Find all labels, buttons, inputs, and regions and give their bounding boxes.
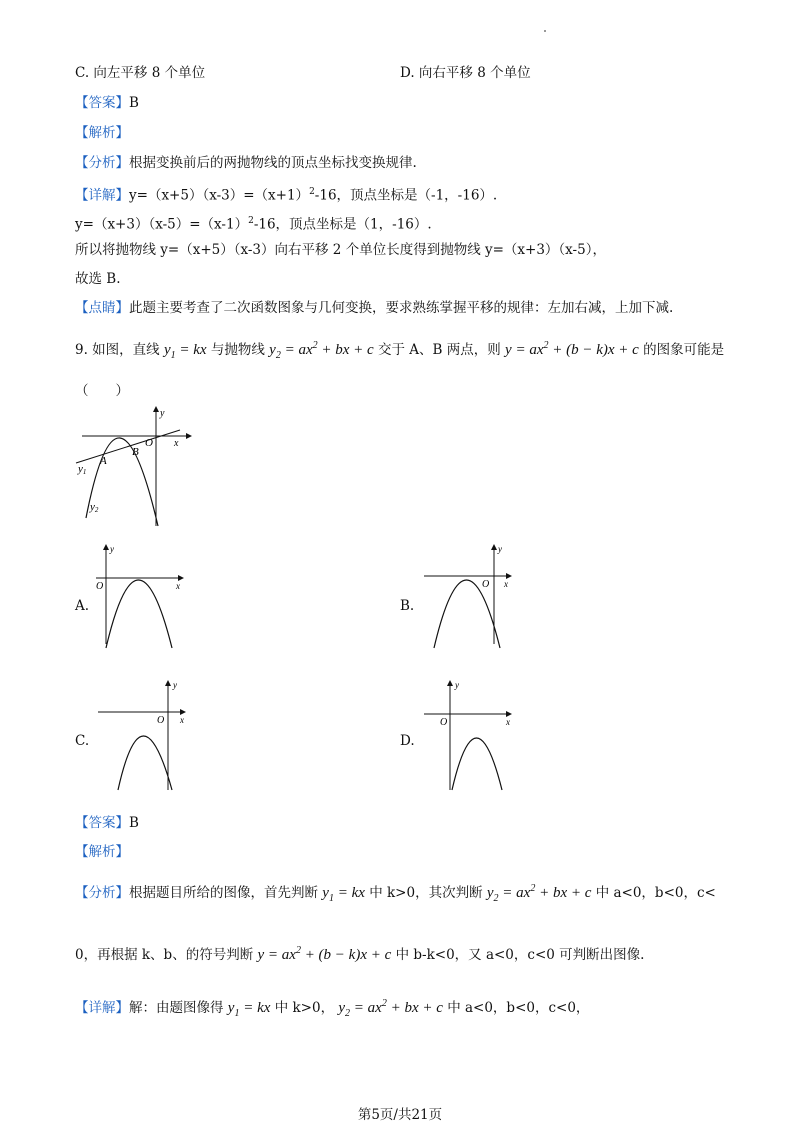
parabola [452, 738, 502, 790]
stem-text: 的图象可能是 [643, 342, 725, 358]
answer-tag: 【答案】 [75, 95, 129, 111]
label-y: y [498, 544, 502, 554]
label-y: y [160, 408, 165, 419]
label-O: O [482, 579, 490, 590]
label-O: O [157, 715, 165, 726]
label-y: y [173, 680, 177, 690]
y-axis-arrow [165, 680, 171, 686]
fenxi-text: 根据题目所给的图像，首先判断 [129, 885, 318, 901]
fenxi-text: 中 b-k<0，又 a<0，c<0 可判断出图像. [395, 947, 645, 963]
label-x: x [504, 579, 508, 589]
label-A: A [100, 455, 107, 467]
detail-text: y=（x+3）（x-5）=（x-1） [75, 216, 249, 233]
math-y: y [338, 1000, 346, 1016]
detail-text: 解：由题图像得 [129, 1000, 224, 1016]
q9-option-a-label[interactable]: A. [75, 598, 90, 614]
formula-y2: $y_2 = ax^2$ + bx + c [338, 998, 443, 1019]
q8-answer [75, 94, 139, 112]
q8-detail-line-2 [75, 212, 432, 234]
q9-option-b-graph [420, 540, 520, 650]
q8-option-c: C. 向左平移 8 个单位 [75, 65, 206, 81]
q9-analysis-tag [75, 843, 129, 861]
formula-y: $y = ax^2 + (b - k)x + c$ [505, 340, 639, 358]
label-y: y [110, 544, 114, 554]
answer-value: B [129, 95, 139, 111]
fenxi-text: 根据变换前后的两抛物线的顶点坐标找变换规律. [129, 155, 417, 171]
q9-paren: （ ） [75, 383, 129, 399]
formula-y1: $y_1$ = kx [163, 342, 207, 361]
math-sub: 1 [170, 350, 176, 361]
detail-text: 中 k>0， [274, 1000, 335, 1016]
q9-option-a-graph [92, 540, 192, 650]
detail-tag: 【详解】 [75, 1000, 129, 1016]
q9-option-d-graph [420, 676, 520, 796]
formula-y1: $y_1$ = kx [227, 1000, 271, 1019]
label-x: x [174, 438, 179, 449]
math-sub: 2 [345, 1008, 351, 1019]
exponent: 2 [248, 216, 254, 226]
detail-text: y=（x+5）（x-3）=（x+1） [129, 187, 310, 204]
q8-option-d: D. 向右平移 8 个单位 [400, 65, 531, 81]
analysis-tag: 【解析】 [75, 844, 129, 860]
line-y1 [76, 430, 180, 463]
fenxi-text: 0，再根据 k、b、的符号判断 [75, 947, 254, 963]
math-sub: 2 [493, 893, 499, 904]
y-axis-arrow [103, 544, 109, 550]
math-sub: 1 [234, 1008, 240, 1019]
q8-dianjing [75, 299, 673, 317]
y-axis-arrow [447, 680, 453, 686]
q8-analysis-tag [75, 124, 129, 142]
fenxi-text: 中 a<0，b<0，c< [595, 885, 716, 901]
detail-text: 中 a<0，b<0，c<0， [447, 1000, 590, 1016]
scan-dot [544, 30, 546, 32]
y-axis-arrow [491, 544, 497, 550]
x-axis-arrow [186, 433, 192, 439]
q9-fenxi-line-1 [75, 880, 716, 908]
formula-y: $y = ax^2 + (b - k)x + c$ [257, 945, 392, 963]
dianjing-tag: 【点睛】 [75, 300, 129, 316]
math-sub: 2 [275, 350, 281, 361]
fenxi-tag: 【分析】 [75, 885, 129, 901]
q9-option-c-label[interactable]: C. [75, 733, 90, 749]
dianjing-text: 此题主要考查了二次函数图象与几何变换，要求熟练掌握平移的规律：左加右减，上加下减. [129, 300, 674, 316]
q9-answer [75, 814, 139, 832]
answer-value: B [129, 815, 139, 831]
label-O: O [96, 581, 104, 592]
formula-y2: $y_2 = ax^2$ + bx + c [269, 340, 374, 361]
analysis-tag: 【解析】 [75, 125, 129, 141]
q9-detail-line [75, 995, 589, 1023]
q9-fenxi-line-2 [75, 942, 644, 964]
q9-stem [75, 337, 724, 365]
answer-tag: 【答案】 [75, 815, 129, 831]
math-y: y [269, 342, 276, 358]
math-y: y [322, 885, 329, 901]
math-y: y [486, 885, 494, 901]
fenxi-tag: 【分析】 [75, 155, 129, 171]
stem-text: 交于 A、B 两点，则 [377, 342, 501, 358]
q8-detail-line-1 [75, 183, 497, 205]
y-axis-arrow [153, 406, 159, 412]
label-O: O [145, 437, 153, 449]
label-y2: y2 [90, 501, 99, 514]
math-sub: 1 [328, 893, 334, 904]
label-O: O [440, 717, 448, 728]
q9-option-d-label[interactable]: D. [400, 733, 415, 749]
stem-text: 与抛物线 [210, 342, 265, 358]
parabola [118, 736, 172, 790]
label-x: x [506, 717, 510, 727]
exponent: 2 [309, 187, 315, 197]
formula-y1: $y_1$ = kx [322, 885, 365, 904]
fenxi-text: 中 k>0，其次判断 [369, 885, 483, 901]
label-B: B [132, 446, 139, 458]
label-x: x [176, 581, 180, 591]
q9-option-b-label[interactable]: B. [400, 598, 415, 614]
detail-tag: 【详解】 [75, 187, 129, 204]
formula-y2: $y_2 = ax^2$ + bx + c [486, 883, 592, 904]
label-y: y [455, 680, 459, 690]
page-footer: 第5页/共21页 [357, 1107, 443, 1123]
detail-text: -16，顶点坐标是（1，-16）. [253, 216, 432, 233]
q8-detail-line-3: 所以将抛物线 y=（x+5）（x-3）向右平移 2 个单位长度得到抛物线 y=（x+3）（x-5）， [75, 242, 606, 258]
q9-main-figure [70, 400, 200, 530]
parabola [106, 580, 172, 648]
q8-detail-line-4: 故选 B. [75, 271, 121, 287]
label-x: x [180, 715, 184, 725]
parabola [434, 580, 500, 648]
math-y: y [227, 1000, 235, 1016]
stem-text: 9. 如图，直线 [75, 342, 160, 358]
q9-option-c-graph [94, 676, 194, 796]
q8-fenxi [75, 154, 417, 172]
label-y1: y1 [78, 463, 87, 476]
math-y: y [163, 342, 171, 358]
detail-text: -16，顶点坐标是（-1，-16）. [314, 187, 498, 204]
